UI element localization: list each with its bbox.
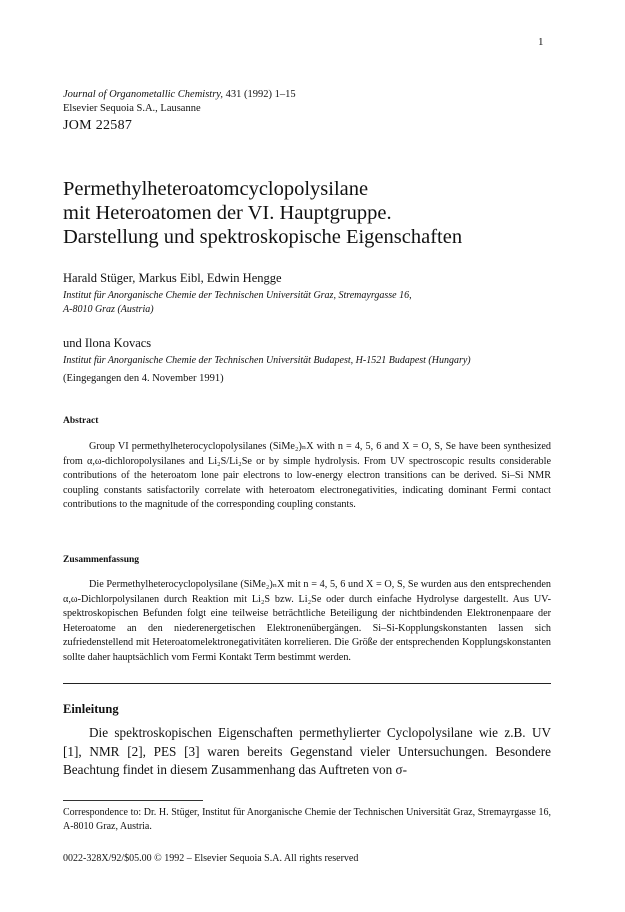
journal-citation [63, 88, 296, 102]
abstract-text: Group VI permethylheterocyclopolysilanes (SiMe₂)ₙX with n = 4, 5, 6 and X = O, S, Se have been synthesized from α,ω-dichloropolysilanes and Li₂S/Li₂Se or by simple hydrolysis. From UV spectroscopic results considerable contributions of the heteroatom lone pair electrons to low-energy electron transitions can be derived. Si–Si NMR coupling constants satisfactorily correlate with heteroatom electronegativities, indicating dominant Fermi contact contributions to the magnitude of the corresponding coupling constants. [63, 441, 551, 511]
copyright-line: 0022-328X/92/$05.00 © 1992 – Elsevier Sequoia S.A. All rights reserved [63, 853, 359, 864]
journal-issue: 431 (1992) 1–15 [223, 89, 296, 100]
title-line-2: mit Heteroatomen der VI. Hauptgruppe. [63, 202, 392, 224]
einleitung-heading: Einleitung [63, 702, 119, 716]
paper-title [63, 177, 563, 249]
authors-primary: Harald Stüger, Markus Eibl, Edwin Hengge [63, 271, 282, 285]
affiliation-budapest: Institut für Anorganische Chemie der Technischen Universität Budapest, H-1521 Budapest (Hungary) [63, 355, 471, 366]
affiliation-graz-line-2: A-8010 Graz (Austria) [63, 304, 154, 315]
journal-publisher: Elsevier Sequoia S.A., Lausanne [63, 103, 201, 114]
page-number: 1 [538, 36, 544, 48]
authors-secondary: und Ilona Kovacs [63, 336, 152, 350]
zusammenfassung-body [63, 578, 551, 666]
einleitung-text: Die spektroskopischen Eigenschaften permethylierter Cyclopolysilane wie z.B. UV [1], NMR [2], PES [3] waren bereits Gegenstand vieler Untersuchungen. Besondere Beachtung findet in diesem Zusammenhang das Auftreten von σ- [63, 725, 551, 777]
abstract-body [63, 440, 551, 513]
zusammenfassung-text: Die Permethylheterocyclopolysilane (SiMe₂)ₙX mit n = 4, 5, 6 und X = O, S, Se wurden aus den entsprechenden α,ω-Dichlorpolysilanen durch Reaktion mit Li₂S bzw. Li₂Se oder durch einfache Hydrolyse dargestellt. Aus UV-spektroskopischen Befunden folgt eine teilweise beträchtliche Beteiligung der nichtbindenden Elektronenpaare der Heteroatome an den niederenergetischen Elektronenübergängen. Si–Si-Kopplungskonstanten lassen sich zufriedenstellend mit Heteroatomelektronegativitäten korrelieren. Die Größe der entsprechenden Kopplungskonstanten sollte daher hauptsächlich vom Fermi Kontakt Term bestimmt werden. [63, 579, 551, 663]
journal-code: JOM 22587 [63, 118, 133, 133]
affiliation-graz-line-1: Institut für Anorganische Chemie der Technischen Universität Graz, Stremayrgasse 16, [63, 290, 412, 301]
einleitung-body [63, 724, 551, 780]
correspondence-note: Correspondence to: Dr. H. Stüger, Institut für Anorganische Chemie der Technischen Universität Graz, Stremayrgasse 16, A-8010 Graz, Austria. [63, 807, 551, 832]
zusammenfassung-heading: Zusammenfassung [63, 555, 140, 565]
received-date: (Eingegangen den 4. November 1991) [63, 373, 224, 384]
title-line-1: Permethylheteroatomcyclopolysilane [63, 178, 369, 200]
footnote-divider [63, 800, 203, 801]
title-line-3: Darstellung und spektroskopische Eigenschaften [63, 226, 463, 248]
abstract-heading: Abstract [63, 416, 99, 426]
journal-name: Journal of Organometallic Chemistry, [63, 89, 224, 100]
section-divider [63, 683, 551, 684]
journal-info [63, 88, 296, 116]
affiliation-graz [63, 289, 563, 317]
